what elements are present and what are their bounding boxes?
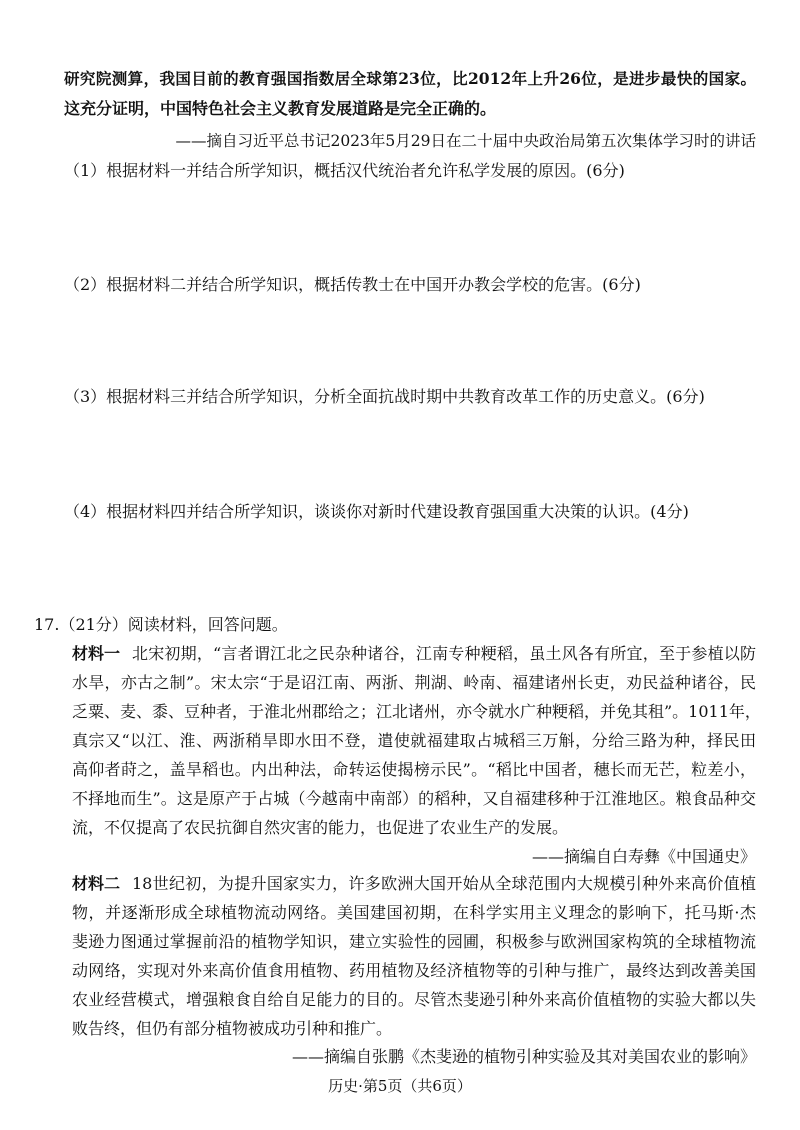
page-footer: 历史·第5页（共6页） bbox=[328, 1077, 472, 1095]
material-2-line-6: 败告终，但仍有部分植物被成功引种和推广。 bbox=[72, 1019, 393, 1038]
material-1-line-5: 高仰者莳之，盖旱稻也。内出种法，命转运使揭榜示民”。“稻比中国者，穗长而无芒，粒差小， bbox=[72, 760, 756, 779]
material-2-line-3: 斐逊力图通过掌握前沿的植物学知识，建立实验性的园圃，积极参与欧洲国家构筑的全球植物流 bbox=[72, 932, 756, 951]
material-1-line-6: 不择地而生”。这是原产于占城（今越南中南部）的稻种，又自福建移种于江淮地区。粮食品种交 bbox=[72, 789, 756, 808]
intro-line-1: 研究院测算，我国目前的教育强国指数居全球第23位，比2012年上升26位，是进步最快的国家。 bbox=[64, 69, 756, 88]
question-17-header: 17.（21分）阅读材料，回答问题。 bbox=[34, 615, 288, 634]
intro-source: ——摘自习近平总书记2023年5月29日在二十届中央政治局第五次集体学习时的讲话 bbox=[175, 132, 756, 150]
intro-line-2: 这充分证明，中国特色社会主义教育发展道路是完全正确的。 bbox=[64, 99, 497, 118]
material-2-line-1: 18世纪初，为提升国家实力，许多欧洲大国开始从全球范围内大规模引种外来高价值植 bbox=[132, 874, 756, 893]
material-1-line-2: 水旱，亦古之制”。宋太宗“于是诏江南、两浙、荆湖、岭南、福建诸州长吏，劝民益种诸谷，民 bbox=[72, 673, 756, 692]
material-1-line-7: 流，不仅提高了农民抗御自然灾害的能力，也促进了农业生产的发展。 bbox=[72, 818, 569, 837]
material-1-source: ——摘编自白寿彝《中国通史》 bbox=[531, 847, 756, 866]
question-16-4: （4）根据材料四并结合所学知识，谈谈你对新时代建设教育强国重大决策的认识。(4分) bbox=[64, 502, 689, 521]
material-1-label: 材料一 bbox=[72, 644, 121, 663]
question-16-3: （3）根据材料三并结合所学知识，分析全面抗战时期中共教育改革工作的历史意义。(6分) bbox=[64, 387, 705, 406]
material-1-line-1: 北宋初期，“言者谓江北之民杂种诸谷，江南专种粳稻，虽土风各有所宜，至于参植以防 bbox=[132, 644, 756, 663]
material-1-line-3: 乏粟、麦、黍、豆种者，于淮北州郡给之；江北诸州，亦令就水广种粳稻，并免其租”。1011年， bbox=[72, 702, 761, 721]
material-2-source: ——摘编自张鹏《杰斐逊的植物引种实验及其对美国农业的影响》 bbox=[291, 1047, 756, 1066]
material-2-line-2: 物，并逐渐形成全球植物流动网络。美国建国初期，在科学实用主义理念的影响下，托马斯·杰 bbox=[72, 903, 756, 922]
material-2-line-4: 动网络，实现对外来高价值食用植物、药用植物及经济植物等的引种与推广，最终达到改善美国 bbox=[72, 961, 756, 980]
material-2-line-5: 农业经营模式，增强粮食自给自足能力的目的。尽管杰斐逊引种外来高价值植物的实验大都以失 bbox=[72, 990, 756, 1009]
material-1-line-4: 真宗又“以江、淮、两浙稍旱即水田不登，遣使就福建取占城稻三万斛，分给三路为种，择民田 bbox=[72, 731, 756, 750]
question-16-2: （2）根据材料二并结合所学知识，概括传教士在中国开办教会学校的危害。(6分) bbox=[64, 275, 641, 294]
question-16-1: （1）根据材料一并结合所学知识，概括汉代统治者允许私学发展的原因。(6分) bbox=[64, 161, 625, 180]
material-2-label: 材料二 bbox=[72, 874, 121, 893]
